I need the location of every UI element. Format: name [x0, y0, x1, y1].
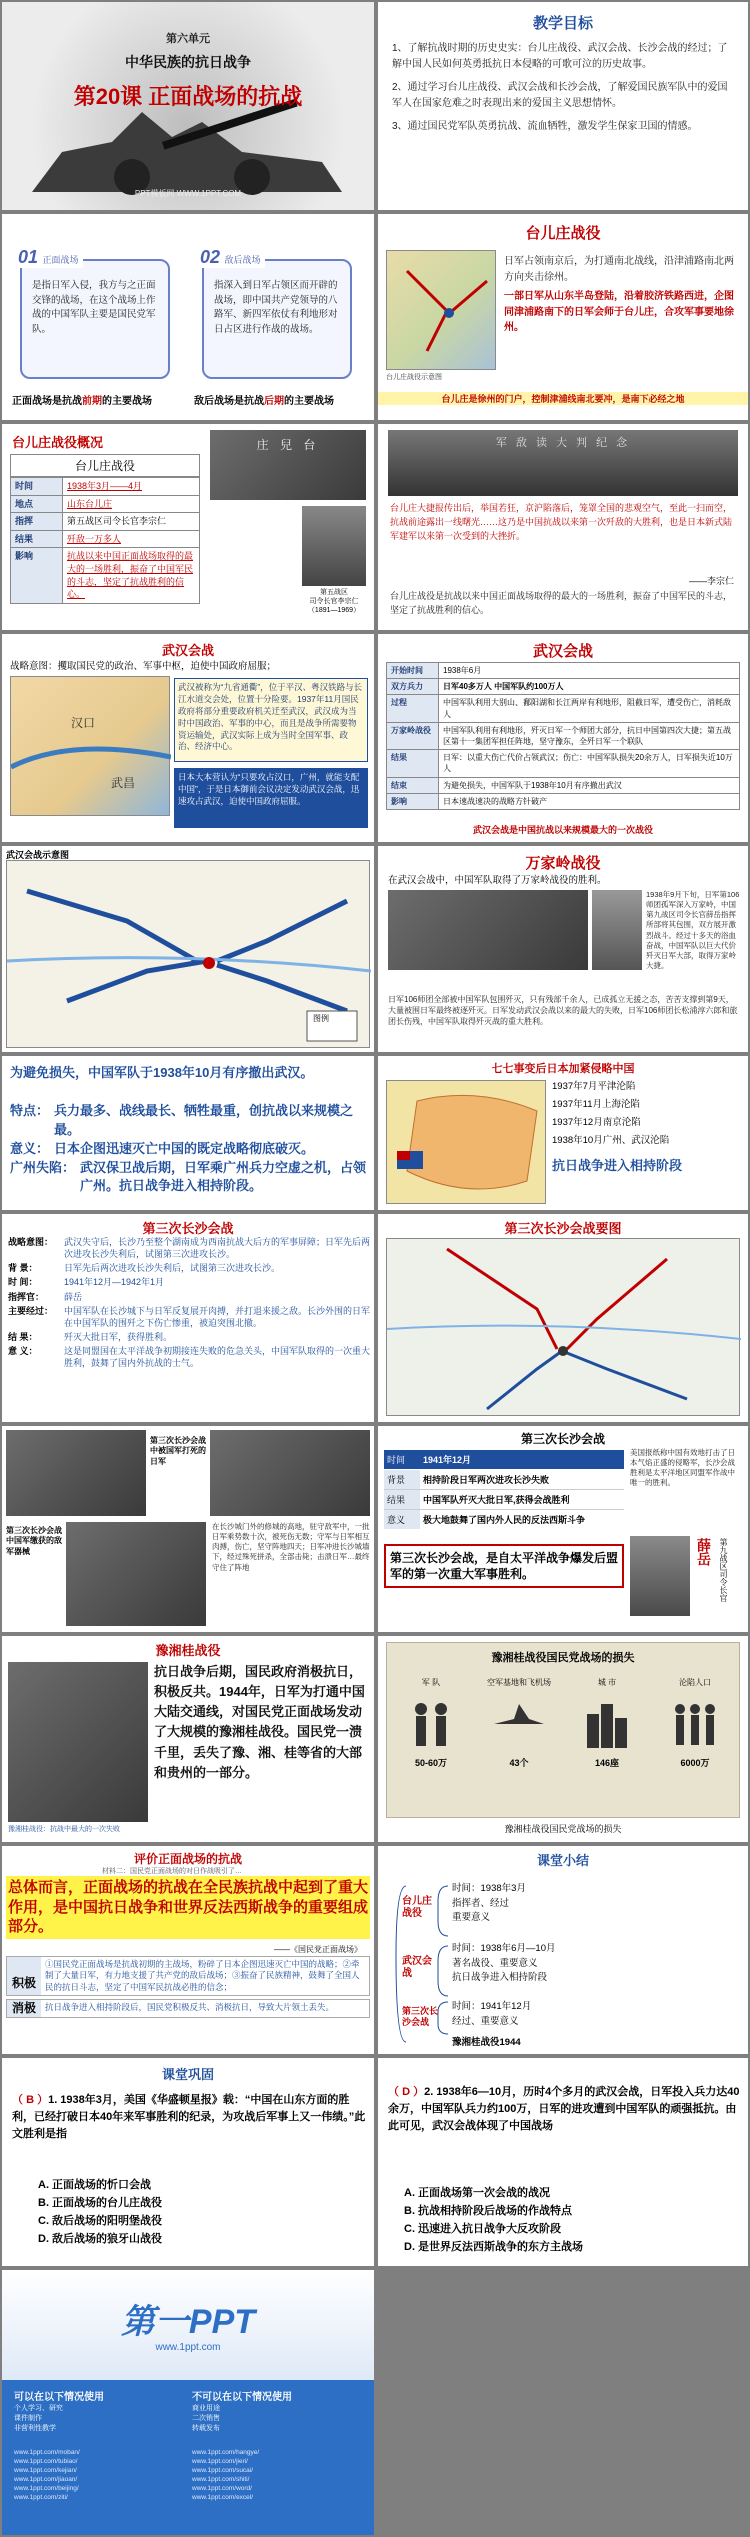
slide-changsha-map [378, 1214, 748, 1422]
slide-title: 台儿庄战役概况 [12, 435, 104, 450]
answer: D [402, 2086, 411, 2098]
link[interactable]: www.1ppt.com/beijing/ [14, 2485, 79, 2493]
slide-losses [378, 1636, 748, 1842]
yuxianggui-text: 抗日战争后期，国民政府消极抗日，积极反共。1944年，日军为打通中国大陆交通线，对国民党正面战场发动了大规模的豫湘桂战役。国民党一溃千里，丢失了豫、湘、桂等省的大部和贵州的一部分。 [154, 1664, 365, 1780]
slide-title: 课堂巩固 [161, 2067, 214, 2082]
option[interactable]: B. 正面战场的台儿庄战役 [38, 2197, 163, 2210]
loss-column: 空军基地和飞机场 43个 [487, 1678, 551, 1768]
option[interactable]: B. 抗战相持阶段后战场的作战特点 [404, 2205, 573, 2218]
intro-text: 在武汉会战中，中国军队取得了万家岭战役的胜利。 [388, 875, 607, 886]
card-text: 指深入到日军占领区而开辟的战场，即中国共产党领导的八路军、新四军依仗有利地形对日占区进行作战的战场。 [214, 280, 338, 336]
lesson-title: 第20课 正面战场的抗战 [73, 84, 303, 109]
table-row: 过程 中国军队利用大别山、鄱阳湖和长江两岸有利地形，阻截日军，遭受伤亡，消耗敌人 [387, 695, 740, 722]
option[interactable]: C. 敌后战场的阳明堡战役 [38, 2215, 163, 2228]
summary-branch: 武汉会战 [402, 1956, 432, 1979]
battle-photo [388, 890, 588, 970]
evaluation-highlight: 总体而言，正面战场的抗战在全民族抗战中起到了重大作用，是中国抗日战争和世界反法西斯战争的重要组成部分。 [6, 1876, 370, 1939]
option[interactable]: A. 正面战场的忻口会战 [38, 2179, 152, 2191]
timeline-item: 1937年7月平津沦陷 [552, 1081, 636, 1092]
option[interactable]: D. 是世界反法西斯战争的东方主战场 [404, 2241, 584, 2254]
loss-column: 军 队 50-60万 [414, 1678, 448, 1768]
option[interactable]: C. 迅速进入抗日战争大反攻阶段 [404, 2223, 562, 2236]
photo-caption: 第三次长沙会战中国军缴获的敌军器械 [6, 1526, 62, 1556]
quote-box: 第三次长沙会战，是自太平洋战争爆发后盟军的第一次重大军事胜利。 [384, 1544, 624, 1588]
slide-timeline [378, 1056, 748, 1210]
card-number: 02 [200, 247, 221, 267]
timeline-item: 1937年11月上海沦陷 [552, 1099, 640, 1111]
front-battlefield-card [18, 247, 170, 379]
timeline-item: 1938年10月广州、武汉沦陷 [552, 1135, 670, 1147]
slide-changsha [2, 1214, 374, 1422]
table-row: 开始时间 1938年6月 [387, 663, 740, 679]
slide-yuxianggui [2, 1636, 374, 1842]
weapons-photo [66, 1522, 206, 1626]
quote-author: ——李宗仁 [688, 576, 734, 586]
objectives-list [378, 33, 748, 143]
li-zongren-portrait [302, 506, 366, 586]
china-map [386, 1080, 546, 1204]
battle-text: 1938年9月下旬，日军第106师团孤军深入万家岭，中国第九战区司令长官薛岳指挥所部将其包围，双方展开激烈战斗。经过十多天的浴血奋战，中国军队以巨大代价歼灭日军大部，取得万家岭大捷。 [646, 890, 740, 970]
slide-quiz-2 [378, 2058, 748, 2266]
table-row: 意义 极大地鼓舞了国内外人民的反法西斯斗争 [384, 1510, 624, 1529]
links-left [14, 2448, 184, 2503]
quote-text: 台儿庄大捷报传出后，举国若狂，京沪陷落后，笼罩全国的悲观空气，至此一扫而空，抗战前途露出一线曙光……这乃是中国抗战以来第一次歼敌的大胜利，也是日本新式陆军建军以来第一次受到的大挫折。 [390, 503, 733, 541]
taierzhuang-map [386, 250, 496, 370]
slide-taierzhuang-quote [378, 424, 748, 630]
table-row: 时间 1941年12月 [384, 1450, 624, 1470]
watermark: PPT模板网 WWW.1PPT.COM [134, 189, 242, 198]
taierzhuang-gate-photo: 庄 兒 台 [210, 430, 366, 500]
commander-portrait [592, 890, 642, 970]
slide-taierzhuang [378, 214, 748, 420]
svg-text:武昌: 武昌 [111, 776, 136, 790]
battle-caption: 日军106师团全部被中国军队包围歼灭，只有残部千余人，已成孤立无援之态，苦苦支撑到第9天，大量被围日军最终被逐歼灭。日军发动武汉会战以来的最大的失败，日军106师团长松浦淳六郎和旅团长伤残，中国军队取得歼灭战的重大胜利。 [388, 995, 738, 1027]
option[interactable]: A. 正面战场第一次会战的战况 [404, 2187, 551, 2199]
slide-wuhan-intro [2, 634, 374, 842]
card-subtitle: 敌后战场 [224, 255, 261, 265]
changsha-details: 战略意图： 武汉失守后，长沙乃至整个湖南成为西南抗战大后方的军事屏障；日军先后两次进攻长沙失利后，试图第三次进攻长沙。 背 景： 日军先后两次进攻长沙失利后，试图第三次进攻长沙。 时 间： 1941年12月—1942年1月 指挥官： 薛岳 主要经过： 中国军队在长沙城下与日军反复展开肉搏，并打退来援之敌。长沙外围的日军在中国军队的围歼之下伤亡惨重，被迫突围北撤。 结 果： 歼灭大批日军，获得胜利。 意 义： 这是同盟国在太平洋战争初期接连失败的危急关头，中国军队取得的一次重大胜利，鼓舞了国内外抗战的士气。 [8, 1237, 371, 1369]
memorial-photo: 军 敌 读 大 判 纪 念 [388, 430, 738, 496]
overview-table [10, 454, 200, 604]
usage-allowed: 可以在以下情况使用 个人学习、研究 课件制作 非营利性教学 [14, 2392, 104, 2432]
loss-column: 城 市 146座 [563, 1677, 651, 1769]
slide-wuhan-map [2, 846, 374, 1052]
slide-title: 武汉会战 [161, 643, 214, 658]
table-row: 结束 为避免损失，中国军队于1938年10月有序撤出武汉 [387, 777, 740, 793]
portrait-name: 薛岳 [696, 1538, 712, 1566]
map-title: 武汉会战示意图 [6, 850, 70, 860]
slide-title [2, 2, 374, 210]
losses-columns [387, 1677, 739, 1769]
slide-footer-ad [2, 2270, 374, 2535]
options [404, 2184, 583, 2257]
wuhan-table [386, 662, 740, 810]
objective-item: 2、通过学习台儿庄战役、武汉会战和长沙会战，了解爱国民族军队中的爱国军人在国家危难之时表现出来的爱国主义思想情怀。 [392, 82, 728, 109]
changsha-map [386, 1238, 740, 1416]
chart-title: 豫湘桂战役国民党战场的损失 [491, 1652, 635, 1664]
link[interactable]: www.1ppt.com/moban/ [14, 2449, 80, 2456]
slide-wuhan-table [378, 634, 748, 842]
option[interactable]: D. 敌后战场的狼牙山战役 [38, 2233, 163, 2246]
slide-battlefields [2, 214, 374, 420]
table-row: 背景 相持阶段日军两次进攻长沙失败 [384, 1470, 624, 1490]
table-row: 结果 歼敌一万多人 [11, 530, 200, 548]
loss-column: 沦陷人口 6000万 [651, 1677, 739, 1769]
table-header: 台儿庄战役 [10, 454, 200, 477]
question: （ B ）1. 1938年3月，美国《华盛顿星报》载：“中国在山东方面的胜利，已经打破日本40年来军事胜利的纪录，为攻战后军事上又一伟绩。”此文胜利是指 [12, 2094, 366, 2141]
rear-caption: 敌后战场是抗战后期的主要战场 [194, 396, 334, 407]
battle-photo [210, 1430, 370, 1516]
slide-evaluation [2, 1846, 374, 2054]
question: （ D ）2. 1938年6—10月，历时4个多月的武汉会战，日军投入兵力达40余万，中国军队兵力约100万，日军的进攻遭到中国军队的顽强抵抗。由此可见，武汉会战体现了中国战场 [388, 2086, 740, 2133]
table-row: 影响 日本速战速决的战略方针破产 [387, 793, 740, 809]
slide-title: 第三次长沙会战要图 [504, 1221, 622, 1236]
usage-forbidden: 不可以在以下情况使用 商业用途 二次销售 转载发布 [192, 2392, 292, 2432]
link[interactable]: www.1ppt.com/shiti/ [192, 2476, 250, 2484]
table-row: 影响 抗战以来中国正面战场取得的最大的一场胜利，振奋了中国军民的斗志，坚定了抗战胜利的信心。 [11, 548, 200, 603]
topic-title: 中华民族的抗日战争 [125, 54, 251, 70]
link[interactable]: www.1ppt.com/tubiao/ [14, 2458, 78, 2466]
refugee-photo [8, 1662, 148, 1822]
svg-text:汉口: 汉口 [71, 716, 96, 730]
logo-url[interactable]: www.1ppt.com [155, 2342, 221, 2353]
options [38, 2176, 162, 2249]
slide-title: 第三次长沙会战 [142, 1221, 234, 1236]
link[interactable]: www.1ppt.com/sucai/ [192, 2467, 254, 2475]
timeline-result: 抗日战争进入相持阶段 [552, 1158, 683, 1174]
portrait-role: 第九战区司令长官 [719, 1538, 728, 1602]
portrait-caption: 第五战区 司令长官李宗仁 （1891—1969） [307, 589, 361, 615]
material-sub: 材料二：国民党正面战场的对日作战吸引了… [102, 1868, 242, 1875]
wuhan-box-2: 日本大本营认为“只要攻占汉口，广州，就能支配中国”，于是日本御前会议决定发动武汉会战，迅速攻占武汉，迫使中国政府屈服。 [174, 768, 368, 828]
wuhan-map [10, 676, 170, 816]
answer: B [26, 2094, 35, 2106]
slide-objectives [378, 2, 748, 210]
table-row: 时间 1938年3月——4月 [11, 478, 200, 496]
slide-title: 万家岭战役 [525, 855, 601, 872]
front-caption: 正面战场是抗战前期的主要战场 [12, 396, 152, 407]
wuhan-campaign-map [6, 860, 370, 1048]
rear-battlefield-card [200, 247, 352, 379]
slide-changsha-photos [2, 1426, 374, 1632]
table-row: 结果 中国军队歼灭大批日军,获得会战胜利 [384, 1490, 624, 1510]
slide-quiz-1 [2, 2058, 374, 2266]
timeline-list [552, 1078, 742, 1179]
source: ——《国民党正面战场》 [274, 1945, 362, 1954]
battle-photo [6, 1430, 146, 1516]
intent-text: 战略意图：攫取国民党的政治、军事中枢，迫使中国政府屈服； [10, 661, 277, 672]
summary-item: 豫湘桂战役1944 [452, 2037, 521, 2048]
battle-text: 在长沙城门外的修城的高地，驻守敌军中，一批日军乘势数十次，被死伤无数；守军与日军相互肉搏，伤亡，坚守阵地四天；日军冲进长沙城墙下，经过殊死拼杀，全部击毙；击溃日军…最终守住了阵地 [212, 1522, 370, 1572]
slide-summary [378, 1846, 748, 2054]
objectives-title: 教学目标 [532, 15, 593, 32]
summary-line: 为避免损失，中国军队于1938年10月有序撤出武汉。 [10, 1065, 314, 1080]
slide-taierzhuang-overview [2, 424, 374, 630]
evaluation-points: 积极 ①国民党正面战场是抗战初期的主战场，粉碎了日本企图迅速灭亡中国的战略；②牵制了大量日军，有力地支援了共产党的敌后战场；③振奋了民族精神，鼓舞了全国人民的抗日斗志，坚定了中国军民抗战必胜的信念； 消极 抗日战争进入相持阶段后，国民党积极反共、消极抗日，导致大片领土丢失。 [6, 1956, 370, 2018]
summary-points: 特点： 兵力最多、战线最长、牺牲最重，创抗战以来规模之最。 意义： 日本企图迅速灭亡中国的既定战略彻底破灭。 广州失陷： 武汉保卫战后期，日军乘广州兵力空虚之机，占领广州。抗日战争进入相持阶段。 [10, 1103, 367, 1194]
slide-wanjialing [378, 846, 748, 1052]
table-row: 地点 山东台儿庄 [11, 495, 200, 513]
slide-title: 豫湘桂战役 [155, 1643, 221, 1658]
photo-caption: 豫湘桂战役：抗战中最大的一次失败 [8, 1826, 120, 1833]
table-row: 结果 日军：以重大伤亡代价占领武汉；伤亡：中国军队损失20余万人，日军损失近10万人 [387, 750, 740, 777]
table-row: 指挥 第五战区司令长官李宗仁 [11, 513, 200, 531]
link[interactable]: www.1ppt.com/word/ [192, 2485, 252, 2493]
link[interactable]: www.1ppt.com/kejian/ [14, 2467, 77, 2475]
footer-note: 台儿庄是徐州的门户，控制津浦线南北要冲，是南下必经之地 [378, 392, 748, 405]
taierzhuang-text [504, 254, 740, 336]
slide-changsha-summary [378, 1426, 748, 1632]
wuhan-box: 武汉被称为“九省通衢”，位于平汉、粤汉铁路与长江水道交会处，位置十分险要。1937年11月国民政府将部分重要政府机关迁至武汉，武汉成为当时中国政治、军事的中心，而且是战争所需要物资运输处，武汉实际上成为当时全国军事、政治、经济中心。 [174, 678, 368, 762]
summary-branch: 第三次长沙会战 [402, 2006, 439, 2027]
link[interactable]: www.1ppt.com/ziti/ [14, 2494, 68, 2502]
link[interactable]: www.1ppt.com/hangye/ [192, 2449, 260, 2456]
logo: 第一PPT [120, 2303, 256, 2341]
summary-branch: 台儿庄战役 [402, 1896, 432, 1919]
photo-caption: 第三次长沙会战中被国军打死的日军 [150, 1436, 206, 1466]
text-para: 日军占领南京后，为打通南北战线，沿津浦路南北两方向夹击徐州。 [504, 256, 734, 283]
summary-items: 时间：1938年3月 指挥者、经过 重要意义 [452, 1883, 526, 1924]
link[interactable]: www.1ppt.com/jiaoan/ [14, 2476, 78, 2484]
summary-items: 时间：1941年12月 经过、重要意义 [452, 2001, 532, 2027]
slide-wuhan-summary [2, 1056, 374, 1210]
text-para: 一部日军从山东半岛登陆，沿着胶济铁路西进，企图同津浦路南下的日军会师于台儿庄，合攻军事要地徐州。 [504, 291, 734, 333]
xue-yue-portrait [630, 1536, 690, 1616]
links-right [192, 2448, 362, 2503]
summary-items: 时间：1938年6月—10月 著名战役、重要意义 抗日战争进入相持阶段 [452, 1943, 556, 1984]
card-subtitle: 正面战场 [42, 255, 79, 265]
map-legend: 图例 [313, 1014, 329, 1023]
losses-chart [386, 1642, 740, 1818]
side-text: 美国报纸称中国有效地打击了日本气焰正盛的侵略军，长沙会战胜利是太平洋地区同盟军作战中唯一的胜利。 [630, 1448, 735, 1488]
objective-item: 3、通过国民党军队英勇抗战、流血牺牲，激发学生保家卫国的情感。 [392, 121, 698, 132]
footer-note: 武汉会战是中国抗战以来规模最大的一次战役 [472, 825, 653, 835]
link[interactable]: www.1ppt.com/jieri/ [192, 2458, 248, 2466]
slide-title: 武汉会战 [532, 643, 593, 660]
map-caption: 台儿庄战役示意图 [386, 374, 442, 381]
timeline-item: 1937年12月南京沦陷 [552, 1117, 641, 1129]
card-text: 是指日军入侵，我方与之正面交锋的战场，在这个战场上作战的中国军队主要是国民党军队。 [32, 280, 156, 336]
card-number: 01 [18, 247, 39, 267]
table-row: 双方兵力 日军40多万人 中国军队约100万人 [387, 679, 740, 695]
slide-title: 课堂小结 [536, 1853, 589, 1868]
unit-label: 第六单元 [166, 33, 210, 45]
slide-title: 台儿庄战役 [525, 225, 601, 242]
summary-text: 台儿庄战役是抗战以来中国正面战场取得的最大的一场胜利，振奋了中国军民的斗志，坚定了抗战胜利的信心。 [390, 591, 733, 615]
slide-title: 第三次长沙会战 [520, 1432, 605, 1446]
link[interactable]: www.1ppt.com/excel/ [192, 2494, 254, 2502]
objective-item: 1、了解抗战时期的历史史实：台儿庄战役、武汉会战、长沙会战的经过；了解中国人民如何英勇抵抗日本侵略的可歌可泣的历史故事。 [392, 43, 728, 70]
table-row: 万家岭战役 中国军队利用有利地形，歼灭日军一个师团大部分，抗日中国第四次大捷；第五战区第十一集团军担任阵地，坚守豫东，全歼日军一个联队 [387, 722, 740, 749]
chart-caption: 豫湘桂战役国民党战场的损失 [504, 1824, 622, 1834]
slide-title: 七七事变后日本加紧侵略中国 [491, 1063, 635, 1075]
changsha-table [384, 1450, 624, 1529]
slide-title: 评价正面战场的抗战 [133, 1852, 242, 1866]
